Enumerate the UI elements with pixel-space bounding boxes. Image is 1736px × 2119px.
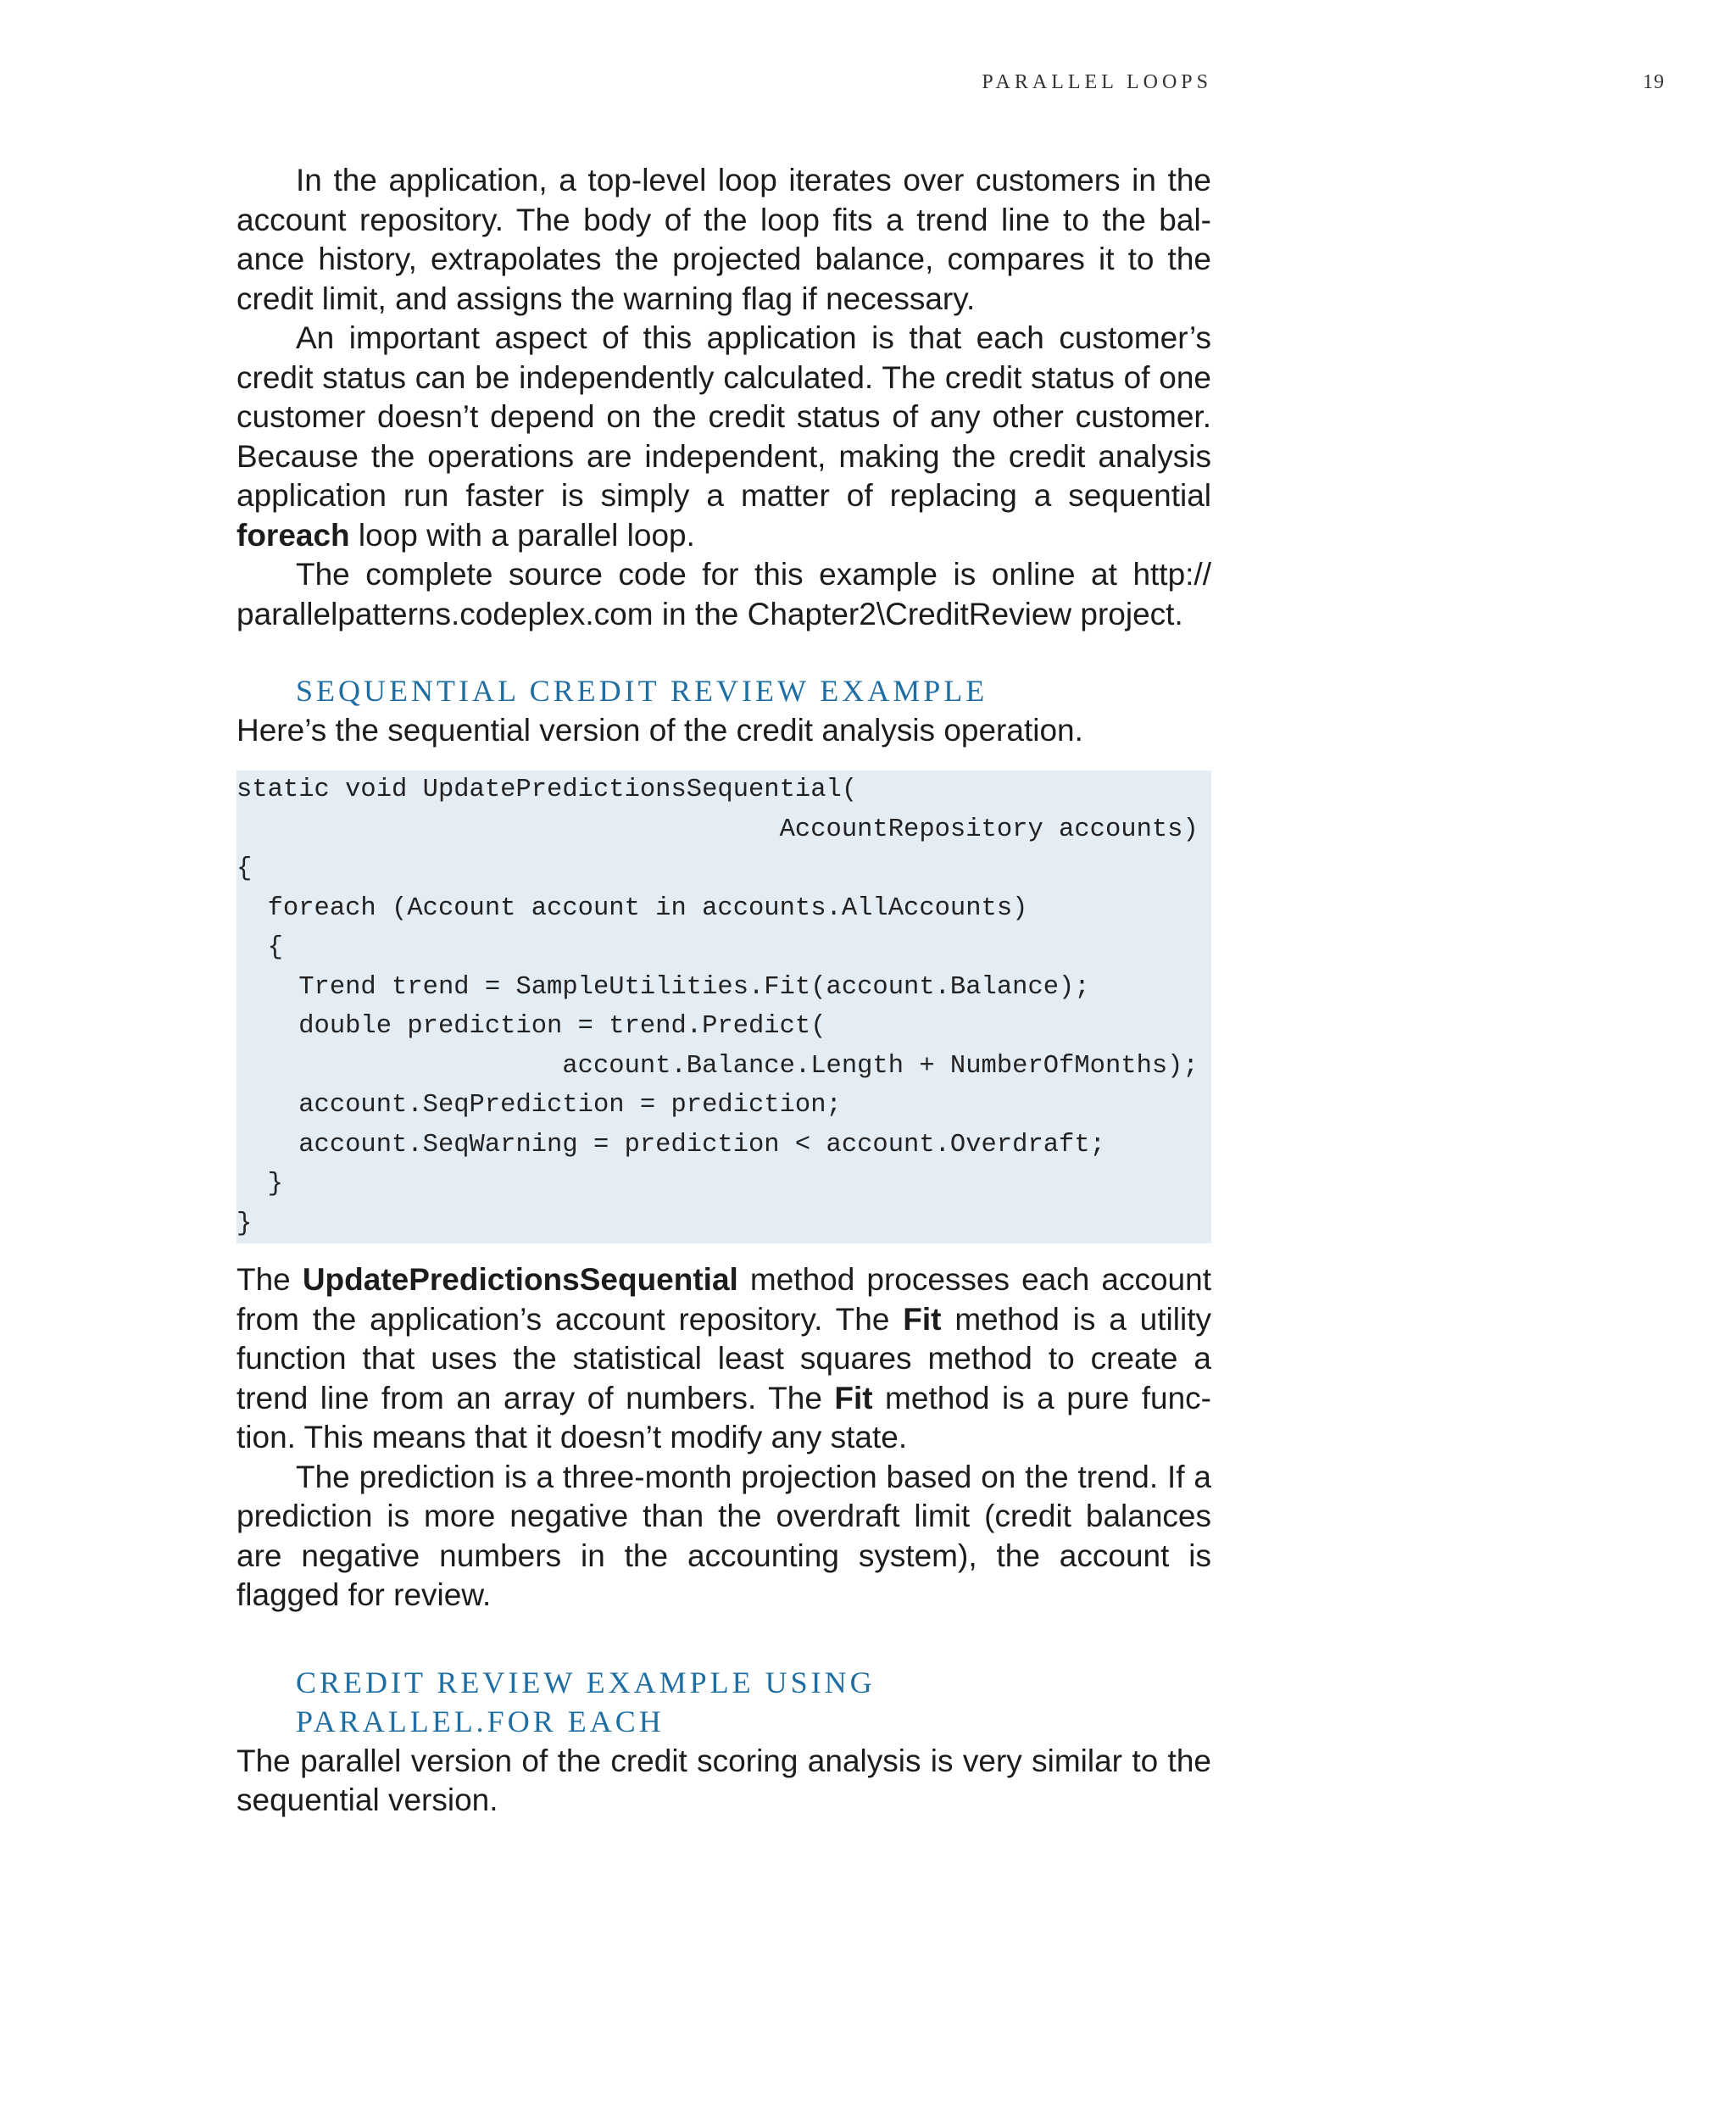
foreach-keyword: foreach [236,517,350,553]
parallel-heading-line-1: CREDIT REVIEW EXAMPLE USING [296,1665,876,1699]
code-line: Trend trend = SampleUtilities.Fit(account.Balance); [236,972,1090,1002]
code-listing [236,770,1211,1243]
code-line: double prediction = trend.Predict( [236,1012,826,1041]
running-title: PARALLEL LOOPS [982,71,1212,93]
code-line: account.Balance.Length + NumberOfMonths); [236,1051,1199,1081]
parallel-example-heading [236,1663,1211,1742]
prediction-paragraph: The prediction is a three-month projection based on the trend. If a prediction is more negative than the overdraft limit (credit balances are negative numbers in the accounting system), the account is flagged for review. [236,1459,1211,1612]
method-text-4: method is a pure function. This means that it doesn’t modify any state. [236,1380,1211,1454]
method-text-1: The [236,1262,303,1297]
sequential-lead-paragraph: Here’s the sequential version of the credit analysis operation. [236,712,1083,748]
method-text-3: method is a utility function that uses the statistical least squares method to create a trend line from an array of numbers. The [236,1301,1211,1415]
code-line: { [236,933,283,962]
code-line: account.SeqWarning = prediction < account.Overdraft; [236,1130,1105,1160]
parallel-heading-line-2: PARALLEL.FOR EACH [296,1705,665,1738]
method-description-paragraph [236,1260,1211,1458]
page-number: 19 [1643,71,1665,93]
method-text-2: method processes each account from the application’s account repository. The [236,1262,1211,1337]
running-head [0,71,1736,105]
intro-paragraph-3: The complete source code for this example is online at http://​parallelpatterns.codeplex.com in the Chapter2\CreditReview project. [236,557,1211,631]
fit-method-bold: Fit [903,1301,942,1337]
sequential-example-heading: SEQUENTIAL CREDIT REVIEW EXAMPLE [296,674,988,708]
code-line: foreach (Account account in accounts.AllAccounts) [236,893,1028,923]
code-line: AccountRepository accounts) [236,815,1199,844]
code-line: } [236,1170,283,1199]
method-name-bold: UpdatePredictionsSequential [302,1262,738,1297]
code-line: account.SeqPrediction = prediction; [236,1091,842,1120]
fit-method-bold: Fit [834,1380,873,1415]
intro-paragraph-1: In the application, a top-level loop iterates over customers in the account repository. The body of the loop fits a trend line to the balance history, extrapolates the projected balance, compares it to the credit limit, and assigns the warning flag if necessary. [236,163,1211,316]
intro-paragraph-2-text: An important aspect of this application is that each customer’s credit status can be independently calculated. The credit status of one customer doesn’t depend on the credit status of any other customer. Because the operations are independent, making the credit analysis application run faster is simply a matter of replacing a sequential [236,320,1211,513]
intro-paragraph-2 [236,319,1211,555]
code-line: } [236,1209,253,1238]
intro-paragraph-2-tail: loop with a parallel loop. [349,517,695,553]
code-line: static void UpdatePredictionsSequential( [236,776,858,804]
parallel-lead-paragraph: The parallel version of the credit scoring analysis is very similar to the sequential version. [236,1743,1211,1817]
code-line: { [236,854,253,883]
text-column [236,161,1211,1821]
